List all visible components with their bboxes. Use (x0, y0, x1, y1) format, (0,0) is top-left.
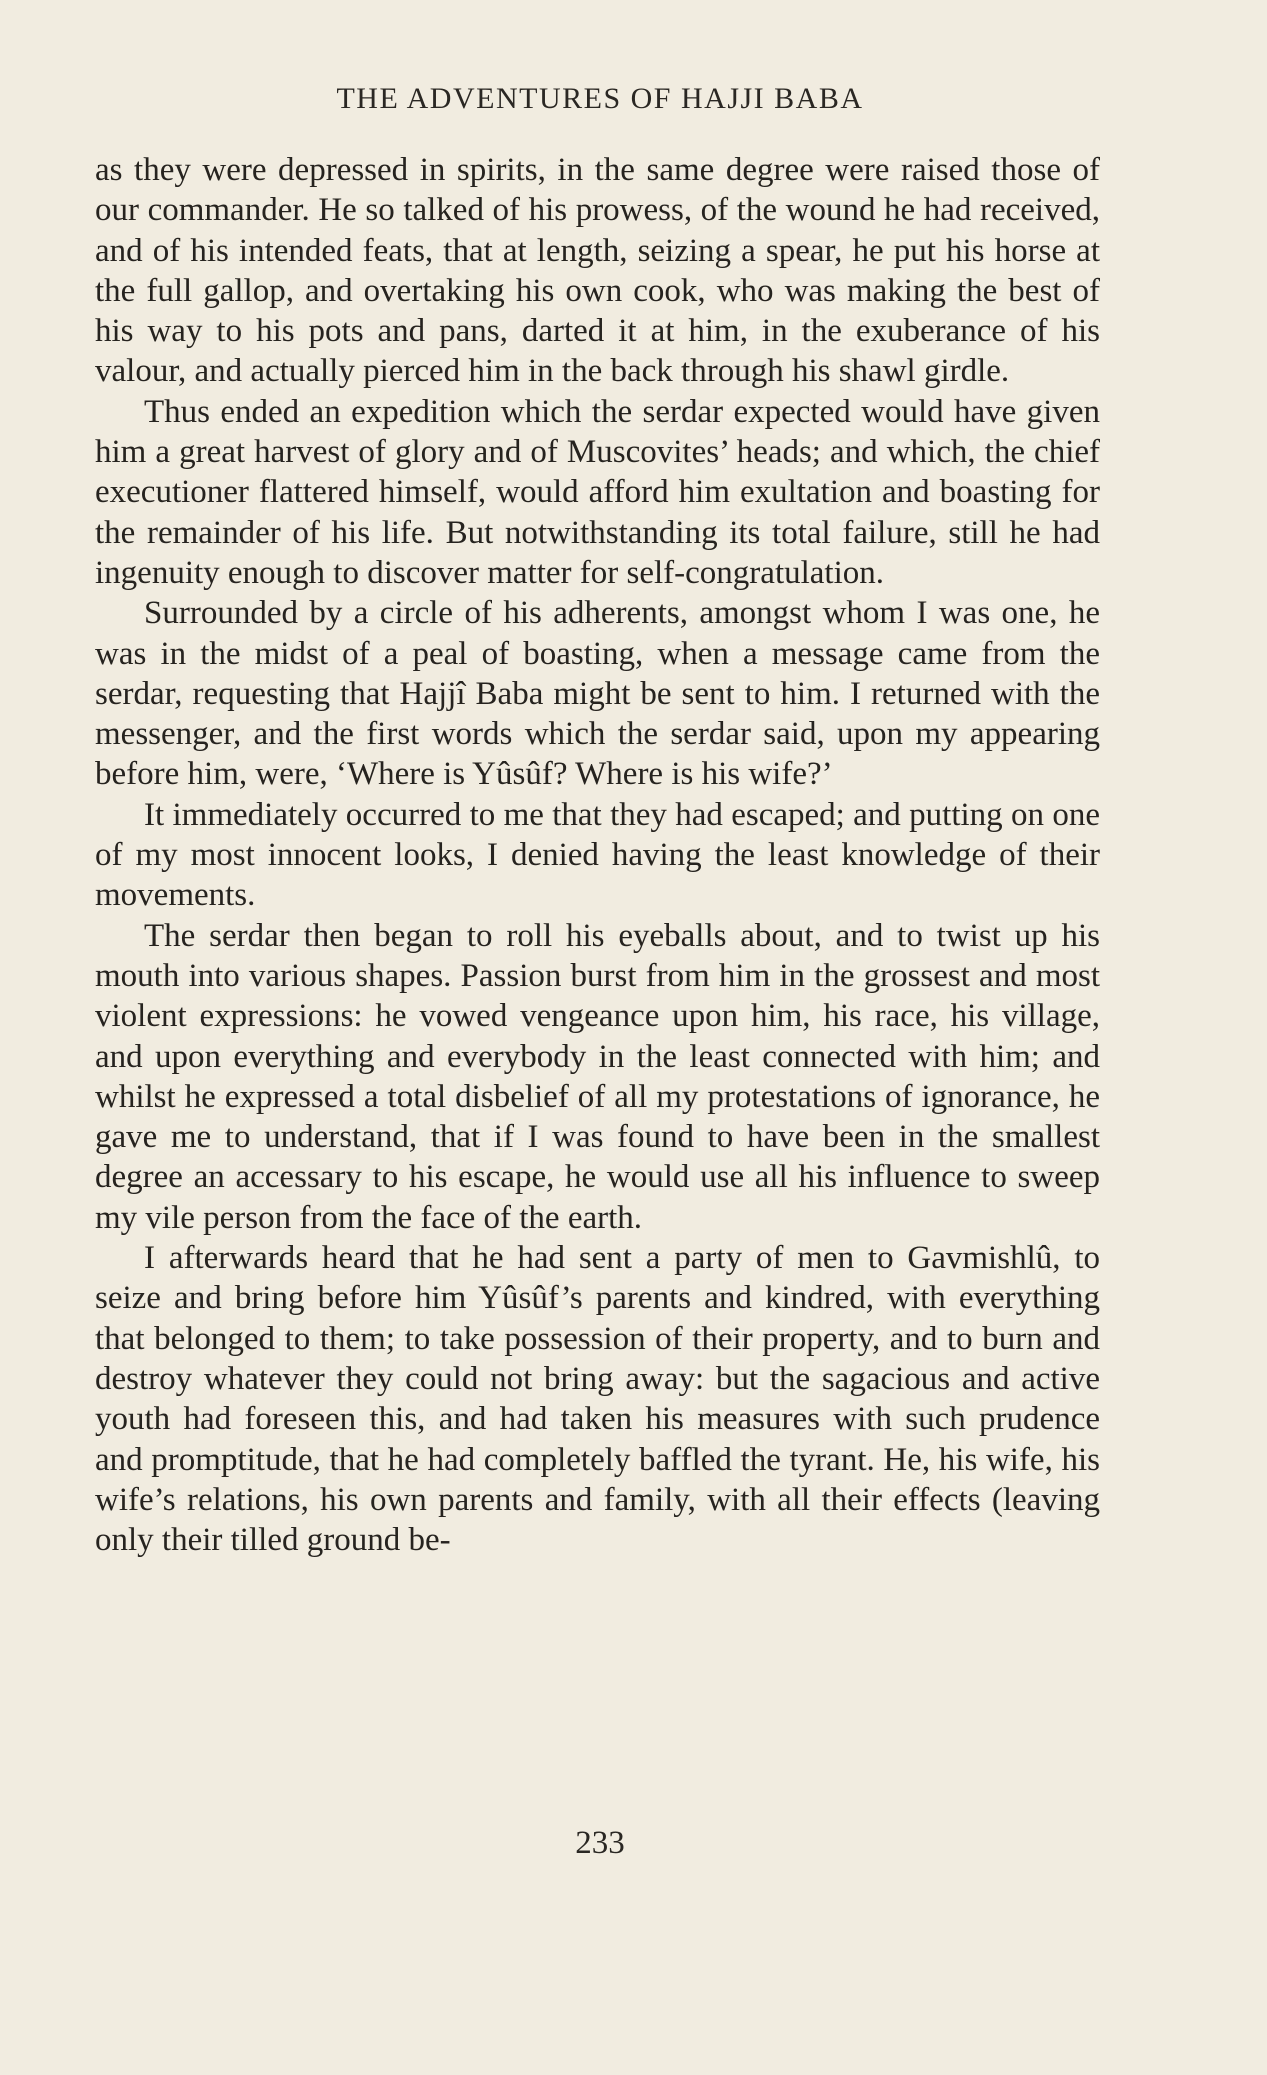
paragraph: Thus ended an expedition which the serdar expected would have given him a great harvest of glory and of Muscovites’ heads; and which, the chief executioner flattered himself, would afford him exultation and boasting for the remainder of his life. But notwithstanding its total failure, still he had ingenuity enough to discover matter for self-congratulation. (95, 393, 1100, 591)
paragraph-continued: as they were depressed in spirits, in the same degree were raised those of our commander. He so talked of his prowess, of the wound he had received, and of his intended feats, that at length, seizing a spear, he put his horse at the full gallop, and overtaking his own cook, who was making the best of his way to his pots and pans, darted it at him, in the exuberance of his valour, and actually pierced him in the back through his shawl girdle. (95, 152, 1100, 390)
paragraph: It immediately occurred to me that they had escaped; and putting on one of my most innocent looks, I denied having the least knowledge of their movements. (95, 796, 1100, 914)
body-text (95, 150, 1100, 1560)
running-head: THE ADVENTURES OF HAJJI BABA (336, 82, 864, 115)
paragraph: Surrounded by a circle of his adherents, amongst whom I was one, he was in the midst of a peal of boasting, when a message came from the serdar, requesting that Hajjî Baba might be sent to him. I returned with the messenger, and the first words which the serdar said, upon my appearing before him, were, ‘Where is Yûsûf? Where is his wife?’ (95, 595, 1100, 793)
paragraph: The serdar then began to roll his eyeballs about, and to twist up his mouth into various shapes. Passion burst from him in the grossest and most violent expressions: he vowed vengeance upon him, his race, his village, and upon everything and everybody in the least connected with him; and whilst he expressed a total disbelief of all my protestations of ignorance, he gave me to understand, that if I was found to have been in the smallest degree an accessary to his escape, he would use all his influence to sweep my vile person from the face of the earth. (95, 917, 1100, 1236)
paragraph: I afterwards heard that he had sent a party of men to Gavmishlû, to seize and bring before him Yûsûf’s parents and kindred, with everything that belonged to them; to take possession of their property, and to burn and destroy whatever they could not bring away: but the sagacious and active youth had foreseen this, and had taken his measures with such prudence and promptitude, that he had completely baffled the tyrant. He, his wife, his wife’s relations, his own parents and family, with all their effects (leaving only their tilled ground be- (95, 1240, 1100, 1559)
page-number: 233 (575, 1825, 625, 1861)
